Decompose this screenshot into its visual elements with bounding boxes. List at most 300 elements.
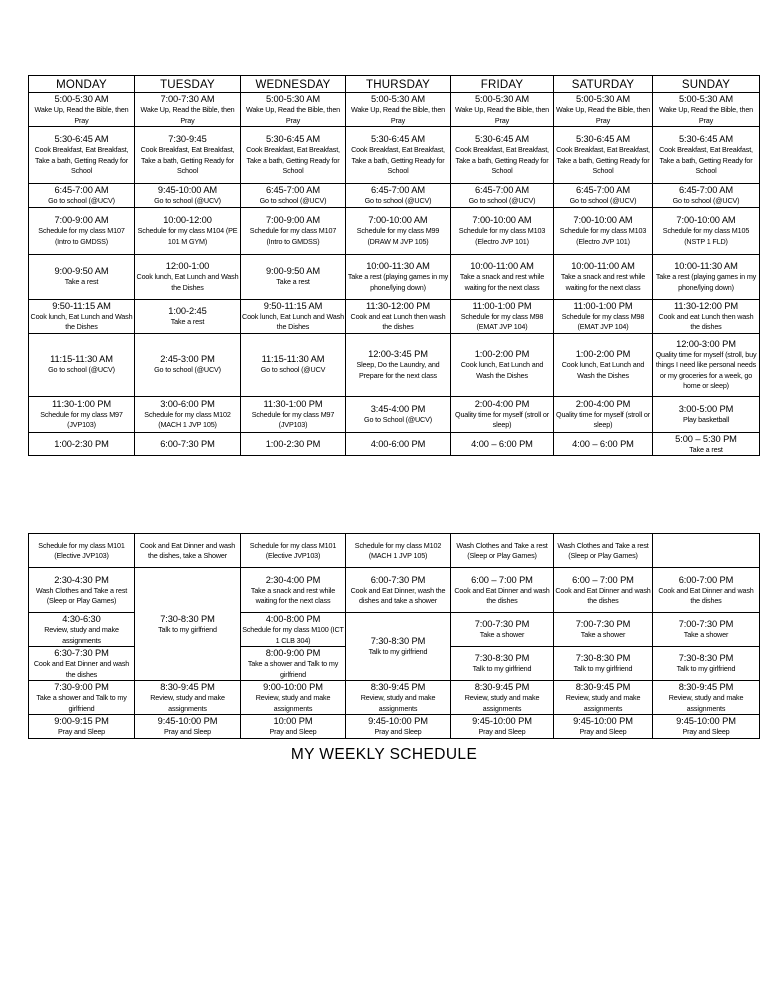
cell-time: 5:30-6:45 AM <box>575 134 631 145</box>
cell-activity: Pray and Sleep <box>478 727 526 737</box>
schedule-cell <box>135 432 241 456</box>
cell-time: 7:00-7:30 PM <box>575 619 631 630</box>
cell-time: 7:00-10:00 AM <box>368 215 428 225</box>
day-header-row <box>29 76 760 93</box>
cell-activity: Talk to my girlfriend <box>158 624 217 634</box>
cell-time: 12:00-1:00 <box>165 261 210 271</box>
cell-time: 4:00-6:00 PM <box>370 438 426 449</box>
cell-time: 8:30-9:45 PM <box>474 682 530 692</box>
schedule-cell <box>346 534 451 568</box>
schedule-cell <box>554 647 653 681</box>
cell-activity: Schedule for my class M103 (Electro JVP 101) <box>458 226 546 246</box>
schedule-cell <box>135 93 241 127</box>
cell-time: 5:30-6:45 AM <box>265 134 321 145</box>
cell-time: 6:30-7:30 PM <box>54 648 109 658</box>
schedule-cell <box>29 254 135 299</box>
cell-time: 10:00-12:00 <box>163 215 212 225</box>
cell-time: 6:00-7:00 PM <box>678 574 734 585</box>
cell-activity: Review, study and make assignments <box>464 693 540 713</box>
cell-time: 5:00-5:30 AM <box>575 94 631 104</box>
schedule-cell <box>346 333 451 396</box>
cell-activity: Take a snack and rest while waiting for the next class <box>250 585 336 605</box>
cell-activity: Wake Up, Read the Bible, then Pray <box>140 105 235 125</box>
cell-activity: Take a shower <box>580 630 626 640</box>
schedule-cell <box>554 184 653 208</box>
table-row <box>29 299 760 333</box>
cell-activity: Schedule for my class M98 (EMAT JVP 104) <box>561 311 645 331</box>
cell-activity: Wash Clothes and Take a rest (Sleep or Play Games) <box>456 540 548 560</box>
schedule-cell <box>451 93 554 127</box>
schedule-cell <box>29 613 135 647</box>
table-row <box>29 681 760 715</box>
cell-activity: Review, study and make assignments <box>360 693 436 713</box>
cell-time: 4:00-8:00 PM <box>265 614 321 624</box>
cell-time: 7:30-8:30 PM <box>370 636 426 647</box>
schedule-cell <box>451 681 554 715</box>
schedule-cell <box>241 715 346 739</box>
cell-time: 10:00-11:00 AM <box>470 261 534 271</box>
cell-time: 5:30-6:45 AM <box>54 134 109 145</box>
cell-time: 6:45-7:00 AM <box>678 185 734 195</box>
cell-activity: Go to school (@UCV) <box>468 196 536 205</box>
cell-activity: Wake Up, Read the Bible, then Pray <box>34 105 129 125</box>
cell-activity: Take a rest <box>689 444 723 454</box>
cell-time: 8:30-9:45 PM <box>678 682 734 692</box>
schedule-cell <box>29 534 135 568</box>
cell-activity: Wake Up, Read the Bible, then Pray <box>245 105 341 125</box>
table-row <box>29 127 760 184</box>
day-header-friday: FRIDAY <box>451 76 554 93</box>
cell-time: 9:00-10:00 PM <box>263 682 323 692</box>
cell-time: 9:45-10:00 PM <box>676 716 736 727</box>
schedule-cell <box>451 568 554 613</box>
schedule-cell <box>346 568 451 613</box>
day-header-wednesday: WEDNESDAY <box>241 76 346 93</box>
schedule-cell <box>29 184 135 208</box>
schedule-cell <box>241 432 346 456</box>
cell-activity: Take a rest <box>276 277 310 287</box>
schedule-cell <box>554 568 653 613</box>
cell-time: 10:00-11:30 AM <box>366 261 430 271</box>
cell-time: 7:30-9:00 PM <box>54 682 109 692</box>
schedule-cell <box>29 647 135 681</box>
cell-activity: Schedule for my class M107 (Intro to GMDSS) <box>38 226 125 246</box>
schedule-cell <box>241 93 346 127</box>
cell-activity: Cook lunch, Eat Lunch and Wash the Dishes <box>561 360 645 380</box>
schedule-cell <box>241 613 346 647</box>
cell-activity: Talk to my girlfriend <box>472 664 532 674</box>
schedule-cell <box>653 396 760 432</box>
schedule-cell <box>29 333 135 396</box>
table-row <box>29 432 760 456</box>
cell-time: 2:30-4:30 PM <box>54 574 109 585</box>
schedule-cell-merged <box>346 613 451 681</box>
cell-activity: Review, study and make assignments <box>150 693 225 713</box>
cell-time: 11:15-11:30 AM <box>50 354 113 365</box>
cell-activity: Schedule for my class M102 (MACH 1 JVP 105) <box>144 409 231 429</box>
cell-activity: Wash Clothes and Take a rest (Sleep or Play Games) <box>557 540 649 560</box>
schedule-cell <box>29 681 135 715</box>
cell-activity: Wake Up, Read the Bible, then Pray <box>454 105 550 125</box>
cell-activity: Schedule for my class M97 (JVP103) <box>40 409 123 429</box>
cell-activity: Take a rest <box>64 277 99 287</box>
cell-activity: Play basketball <box>682 414 730 424</box>
schedule-cell <box>554 534 653 568</box>
schedule-cell <box>653 613 760 647</box>
cell-time: 5:30-6:45 AM <box>370 134 426 145</box>
cell-time: 4:00 – 6:00 PM <box>471 438 533 449</box>
cell-activity: Cook and Eat Dinner and wash the dishes <box>658 585 754 605</box>
schedule-cell <box>653 254 760 299</box>
cell-time: 7:00-7:30 AM <box>160 94 215 104</box>
schedule-cell <box>653 207 760 254</box>
cell-time: 5:00-5:30 AM <box>474 94 530 104</box>
cell-activity: Go to school (@UCV <box>260 365 326 375</box>
cell-time: 5:00-5:30 AM <box>678 94 734 104</box>
table-row <box>29 534 760 568</box>
cell-activity: Take a snack and rest while waiting for the next class <box>560 272 646 292</box>
schedule-cell <box>241 299 346 333</box>
cell-activity: Pray and Sleep <box>269 727 317 737</box>
cell-activity: Sleep, Do the Laundry, and Prepare for the next class <box>356 360 440 380</box>
cell-time: 8:30-9:45 PM <box>575 682 631 692</box>
cell-activity: Schedule for my class M104 (PE 101 M GYM) <box>137 226 238 246</box>
cell-activity: Pray and Sleep <box>579 727 627 737</box>
cell-activity: Pray and Sleep <box>374 727 422 737</box>
cell-activity: Cook lunch, Eat Lunch and Wash the Dishes <box>136 272 239 292</box>
schedule-cell <box>451 715 554 739</box>
cell-time: 6:00-7:30 PM <box>370 574 426 585</box>
cell-activity: Quality time for myself (stroll, buy things I need like personal needs or my groceries for a week, go home or sleep) <box>655 349 757 390</box>
schedule-cell <box>653 681 760 715</box>
schedule-cell <box>653 568 760 613</box>
schedule-cell <box>29 207 135 254</box>
cell-activity: Quality time for myself (stroll or sleep) <box>556 409 650 429</box>
cell-activity: Go to school (@UCV) <box>259 196 327 205</box>
schedule-cell <box>241 647 346 681</box>
cell-time: 9:45-10:00 PM <box>573 716 633 727</box>
weekly-schedule-table-top <box>28 75 760 456</box>
cell-activity: Talk to my girlfriend <box>676 664 736 674</box>
cell-time: 3:45-4:00 PM <box>370 403 426 414</box>
cell-time: 11:30-1:00 PM <box>52 398 111 409</box>
schedule-cell <box>554 681 653 715</box>
table-row <box>29 207 760 254</box>
cell-activity: Wake Up, Read the Bible, then Pray <box>658 105 754 125</box>
cell-activity: Go to school (@UCV) <box>154 196 221 205</box>
cell-time: 2:00-4:00 PM <box>474 398 530 409</box>
cell-activity: Go to school (@UCV) <box>154 365 221 375</box>
cell-activity: Quality time for myself (stroll or sleep) <box>455 409 549 429</box>
cell-time: 1:00-2:45 <box>168 305 207 316</box>
cell-time: 11:00-1:00 PM <box>472 300 532 311</box>
table-row <box>29 93 760 127</box>
cell-time: 2:30-4:00 PM <box>265 574 321 585</box>
schedule-cell <box>135 681 241 715</box>
cell-activity: Talk to my girlfriend <box>573 664 633 674</box>
schedule-cell <box>451 432 554 456</box>
cell-activity: Cook and eat Lunch then wash the dishes <box>658 311 754 331</box>
cell-time: 5:00-5:30 AM <box>54 94 109 104</box>
cell-activity: Cook and Eat Dinner and wash the dishes <box>33 659 130 679</box>
cell-time: 5:00-5:30 AM <box>370 94 426 104</box>
cell-activity: Go to School (@UCV) <box>364 414 432 424</box>
cell-time: 6:45-7:00 AM <box>54 185 109 195</box>
cell-activity: Go to school (@UCV) <box>48 196 115 205</box>
cell-time: 9:50-11:15 AM <box>52 300 111 311</box>
schedule-cell <box>653 333 760 396</box>
schedule-cell <box>241 534 346 568</box>
cell-time: 8:30-9:45 PM <box>160 682 215 692</box>
cell-time: 1:00-2:30 PM <box>54 438 109 449</box>
schedule-cell <box>135 396 241 432</box>
cell-activity: Cook Breakfast, Eat Breakfast, Take a bath, Getting Ready for School <box>140 145 235 176</box>
cell-time: 11:30-12:00 PM <box>365 300 431 311</box>
cell-time: 9:00-9:50 AM <box>265 266 321 277</box>
schedule-cell <box>135 715 241 739</box>
schedule-cell <box>29 396 135 432</box>
cell-time: 9:45-10:00 PM <box>368 716 428 727</box>
cell-activity: Wake Up, Read the Bible, then Pray <box>350 105 446 125</box>
cell-time: 1:00-2:00 PM <box>474 349 530 359</box>
cell-time: 11:30-1:00 PM <box>263 398 323 409</box>
day-header-saturday: SATURDAY <box>554 76 653 93</box>
schedule-cell <box>653 93 760 127</box>
cell-time: 2:45-3:00 PM <box>160 354 215 365</box>
schedule-cell-empty <box>653 534 760 568</box>
cell-activity: Review, study and make assignments <box>44 625 119 645</box>
cell-activity: Schedule for my class M97 (JVP103) <box>251 409 335 429</box>
table-row <box>29 184 760 208</box>
cell-time: 6:00 – 7:00 PM <box>572 574 634 585</box>
cell-activity: Take a shower <box>479 630 525 640</box>
schedule-cell <box>241 127 346 184</box>
cell-activity: Schedule for my class M99 (DRAW M JVP 105) <box>356 226 440 246</box>
schedule-cell <box>653 184 760 208</box>
cell-time: 11:00-1:00 PM <box>573 300 633 311</box>
cell-activity: Cook Breakfast, Eat Breakfast, Take a bath, Getting Ready for School <box>556 145 650 176</box>
cell-activity: Take a rest (playing games in my phone/lying down) <box>347 272 449 292</box>
cell-activity: Cook Breakfast, Eat Breakfast, Take a bath, Getting Ready for School <box>659 145 753 176</box>
schedule-cell <box>554 432 653 456</box>
schedule-cell <box>451 184 554 208</box>
cell-activity: Go to school (@UCV) <box>48 365 115 375</box>
schedule-cell <box>554 333 653 396</box>
cell-activity: Review, study and make assignments <box>255 693 331 713</box>
cell-time: 9:00-9:50 AM <box>54 266 109 277</box>
schedule-cell <box>554 93 653 127</box>
cell-time: 9:50-11:15 AM <box>263 300 323 311</box>
cell-activity: Take a snack and rest while waiting for the next class <box>459 272 545 292</box>
schedule-cell <box>346 254 451 299</box>
cell-activity: Schedule for my class M105 (NSTP 1 FLD) <box>662 226 750 246</box>
cell-time: 7:30-8:30 PM <box>678 653 734 664</box>
cell-activity: Cook and Eat Dinner, wash the dishes and take a shower <box>350 585 446 605</box>
cell-activity: Cook lunch, Eat Lunch and Wash the Dishes <box>460 360 544 380</box>
cell-activity: Pray and Sleep <box>57 727 106 737</box>
weekly-schedule-table-bottom <box>28 533 760 739</box>
cell-activity: Go to school (@UCV) <box>672 196 740 205</box>
schedule-cell <box>451 613 554 647</box>
day-header-thursday: THURSDAY <box>346 76 451 93</box>
cell-activity: Go to school (@UCV) <box>569 196 637 205</box>
cell-time: 4:00 – 6:00 PM <box>572 438 634 449</box>
schedule-cell <box>346 184 451 208</box>
cell-activity: Cook Breakfast, Eat Breakfast, Take a bath, Getting Ready for School <box>246 145 340 176</box>
schedule-cell <box>653 647 760 681</box>
schedule-cell <box>653 299 760 333</box>
cell-activity: Cook and Eat Dinner and wash the dishes, take a Shower <box>139 540 236 560</box>
schedule-cell <box>451 396 554 432</box>
cell-time: 3:00-6:00 PM <box>160 398 215 409</box>
cell-time: 6:00-7:30 PM <box>160 438 215 449</box>
cell-time: 7:00-9:00 AM <box>54 215 109 225</box>
cell-time: 6:45-7:00 AM <box>575 185 631 195</box>
schedule-cell <box>451 647 554 681</box>
cell-time: 9:00-9:15 PM <box>54 716 109 727</box>
cell-time: 7:30-8:30 PM <box>474 653 530 664</box>
schedule-cell <box>451 333 554 396</box>
cell-activity: Schedule for my class M100 (ICT 1 CLB 304) <box>242 625 344 645</box>
cell-time: 12:00-3:00 PM <box>676 338 736 349</box>
cell-time: 12:00-3:45 PM <box>368 349 428 359</box>
table-row <box>29 254 760 299</box>
cell-time: 10:00-11:00 AM <box>571 261 635 271</box>
schedule-cell <box>554 254 653 299</box>
table-row <box>29 568 760 613</box>
cell-time: 7:30-8:30 PM <box>160 613 215 624</box>
schedule-cell <box>241 254 346 299</box>
schedule-cell <box>241 568 346 613</box>
schedule-cell <box>346 715 451 739</box>
cell-activity: Take a shower <box>683 630 729 640</box>
schedule-cell <box>241 396 346 432</box>
cell-time: 7:30-9:45 <box>168 134 207 145</box>
schedule-cell <box>29 299 135 333</box>
cell-time: 7:00-7:30 PM <box>474 619 530 630</box>
schedule-cell <box>346 681 451 715</box>
cell-activity: Take a shower and Talk to my girlfriend <box>36 693 127 713</box>
schedule-cell <box>135 254 241 299</box>
cell-time: 6:45-7:00 AM <box>265 185 321 195</box>
cell-time: 1:00-2:00 PM <box>575 349 631 359</box>
schedule-cell <box>346 127 451 184</box>
day-header-sunday: SUNDAY <box>653 76 760 93</box>
schedule-cell <box>29 127 135 184</box>
cell-activity: Cook lunch, Eat Lunch and Wash the Dishes <box>242 311 344 331</box>
cell-activity: Wash Clothes and Take a rest (Sleep or Play Games) <box>35 585 128 605</box>
cell-activity: Schedule for my class M101 (Elective JVP103) <box>249 540 337 560</box>
schedule-cell <box>241 681 346 715</box>
schedule-cell-merged <box>135 568 241 681</box>
cell-time: 5:30-6:45 AM <box>474 134 530 145</box>
cell-activity: Cook and eat Lunch then wash the dishes <box>350 311 446 331</box>
day-header-tuesday: TUESDAY <box>135 76 241 93</box>
cell-activity: Cook and Eat Dinner and wash the dishes <box>555 585 651 605</box>
cell-activity: Schedule for my class M103 (Electro JVP 101) <box>559 226 647 246</box>
schedule-cell <box>135 299 241 333</box>
schedule-cell <box>135 333 241 396</box>
cell-time: 6:45-7:00 AM <box>474 185 530 195</box>
schedule-cell <box>135 127 241 184</box>
page-title: MY WEEKLY SCHEDULE <box>290 746 478 763</box>
cell-activity: Cook and Eat Dinner and wash the dishes <box>454 585 550 605</box>
cell-time: 5:00-5:30 AM <box>265 94 321 104</box>
day-header-monday: MONDAY <box>29 76 135 93</box>
schedule-cell <box>554 299 653 333</box>
schedule-cell <box>653 127 760 184</box>
cell-activity: Schedule for my class M98 (EMAT JVP 104) <box>460 311 544 331</box>
cell-time: 5:30-6:45 AM <box>678 134 734 145</box>
schedule-cell <box>346 432 451 456</box>
cell-time: 5:00 – 5:30 PM <box>675 433 737 444</box>
schedule-cell <box>346 299 451 333</box>
schedule-cell <box>451 127 554 184</box>
cell-time: 3:00-5:00 PM <box>678 403 734 414</box>
schedule-cell <box>29 432 135 456</box>
cell-time: 11:30-12:00 PM <box>673 300 739 311</box>
cell-time: 1:00-2:30 PM <box>265 438 321 449</box>
schedule-cell <box>554 127 653 184</box>
cell-activity: Cook Breakfast, Eat Breakfast, Take a bath, Getting Ready for School <box>34 145 129 176</box>
cell-activity: Schedule for my class M102 (MACH 1 JVP 105) <box>354 540 442 560</box>
cell-activity: Review, study and make assignments <box>668 693 744 713</box>
schedule-cell <box>241 333 346 396</box>
cell-activity: Take a shower and Talk to my girlfriend <box>247 659 339 679</box>
schedule-cell <box>554 207 653 254</box>
schedule-cell <box>29 715 135 739</box>
cell-activity: Schedule for my class M101 (Elective JVP103) <box>38 540 125 560</box>
cell-activity: Take a rest (playing games in my phone/lying down) <box>655 272 757 292</box>
cell-time: 10:00 PM <box>273 716 313 727</box>
schedule-cell <box>29 93 135 127</box>
table-row <box>29 396 760 432</box>
cell-time: 6:00 – 7:00 PM <box>471 574 533 585</box>
cell-activity: Pray and Sleep <box>682 727 730 737</box>
schedule-cell <box>451 207 554 254</box>
cell-time: 7:00-7:30 PM <box>678 619 734 630</box>
cell-time: 9:45-10:00 AM <box>157 185 218 195</box>
schedule-cell <box>346 93 451 127</box>
cell-time: 9:45-10:00 PM <box>157 716 218 727</box>
cell-time: 2:00-4:00 PM <box>575 398 631 409</box>
schedule-cell <box>346 396 451 432</box>
cell-time: 8:30-9:45 PM <box>370 682 426 692</box>
schedule-cell <box>451 299 554 333</box>
cell-time: 4:30-6:30 <box>62 614 101 624</box>
cell-activity: Take a rest <box>170 316 205 326</box>
schedule-cell <box>29 568 135 613</box>
cell-time: 8:00-9:00 PM <box>265 648 321 658</box>
cell-activity: Talk to my girlfriend <box>368 647 428 657</box>
cell-activity: Wake Up, Read the Bible, then Pray <box>555 105 651 125</box>
cell-time: 7:30-8:30 PM <box>575 653 631 664</box>
schedule-cell <box>554 396 653 432</box>
schedule-cell <box>554 613 653 647</box>
cell-activity: Schedule for my class M107 (Intro to GMDSS) <box>249 226 337 246</box>
schedule-cell <box>241 184 346 208</box>
table-row <box>29 715 760 739</box>
schedule-cell <box>451 254 554 299</box>
schedule-cell <box>346 207 451 254</box>
schedule-cell <box>135 534 241 568</box>
cell-time: 7:00-10:00 AM <box>472 215 532 225</box>
schedule-cell <box>241 207 346 254</box>
schedule-cell <box>135 207 241 254</box>
cell-activity: Pray and Sleep <box>163 727 212 737</box>
cell-time: 6:45-7:00 AM <box>370 185 426 195</box>
cell-activity: Cook lunch, Eat Lunch and Wash the Dishes <box>30 311 133 331</box>
